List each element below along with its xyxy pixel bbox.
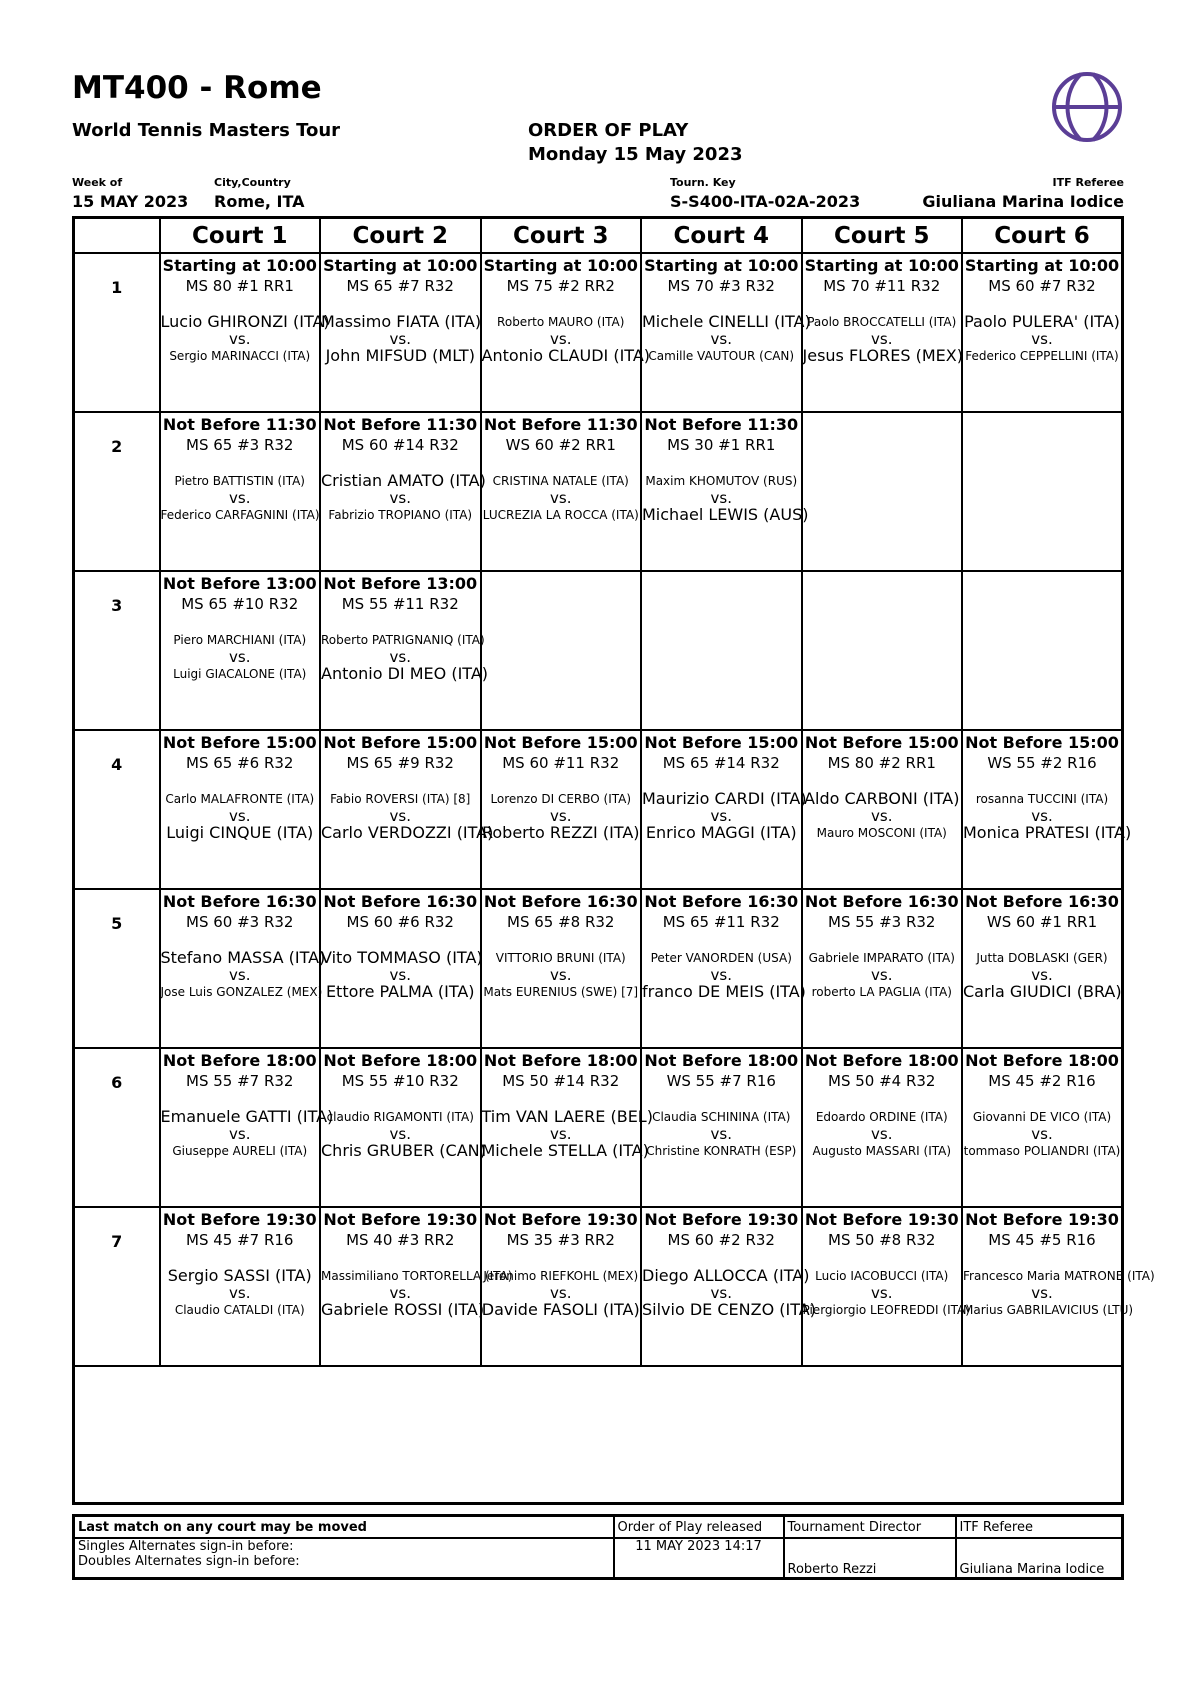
match-cell xyxy=(641,1207,816,1366)
match-cell xyxy=(320,889,481,1048)
tour-name: World Tennis Masters Tour xyxy=(72,120,341,141)
slot-number-cell xyxy=(74,1207,160,1366)
match-code: MS 45 #7 R16 xyxy=(186,1231,294,1249)
match-code: MS 35 #3 RR2 xyxy=(506,1231,615,1249)
versus-label: vs. xyxy=(871,1284,893,1302)
versus-label: vs. xyxy=(550,807,572,825)
player-two: Antonio CLAUDI (ITA) xyxy=(481,346,651,365)
match-start-time: Starting at 10:00 xyxy=(483,256,638,275)
player-one: Paolo BROCCATELLI (ITA) xyxy=(807,315,957,329)
match-code: MS 65 #3 R32 xyxy=(186,436,294,454)
match-cell xyxy=(802,889,963,1048)
match-cell xyxy=(320,412,486,571)
empty-cell xyxy=(74,1366,1123,1504)
match-start-time: Not Before 15:00 xyxy=(965,733,1119,752)
player-one: Roberto PATRIGNANIQ (ITA) xyxy=(321,633,485,647)
player-one: rosanna TUCCINI (ITA) xyxy=(975,792,1109,806)
player-two: Jesus FLORES (MEX) xyxy=(802,346,963,365)
corner-cell xyxy=(74,218,160,254)
match-start-time: Not Before 11:30 xyxy=(323,415,478,434)
match-code: MS 55 #3 R32 xyxy=(828,913,936,931)
time-slot-row xyxy=(74,571,1123,730)
player-two: Giuseppe AURELI (ITA) xyxy=(172,1144,308,1158)
court-header-6: Court 6 xyxy=(962,218,1123,254)
empty-match-cell xyxy=(481,571,642,730)
player-one: Maxim KHOMUTOV (RUS) xyxy=(645,474,798,488)
match-code: MS 65 #10 R32 xyxy=(181,595,299,613)
match-code: MS 30 #1 RR1 xyxy=(667,436,776,454)
footer-table xyxy=(72,1514,1124,1580)
match-code: WS 60 #1 RR1 xyxy=(986,913,1098,931)
player-two: Silvio DE CENZO (ITA) xyxy=(642,1300,816,1319)
referee-label: ITF Referee xyxy=(1052,176,1124,189)
match-cell xyxy=(802,730,963,889)
match-start-time: Not Before 16:30 xyxy=(323,892,478,911)
match-start-time: Not Before 15:00 xyxy=(323,733,478,752)
slot-number: 6 xyxy=(111,1073,123,1092)
versus-label: vs. xyxy=(229,1284,251,1302)
match-cell xyxy=(160,730,321,889)
order-of-play-label: ORDER OF PLAY xyxy=(528,120,689,141)
match-start-time: Starting at 10:00 xyxy=(964,256,1120,275)
match-start-time: Not Before 11:30 xyxy=(162,415,317,434)
player-two: Roberto REZZI (ITA) xyxy=(481,823,640,842)
slot-number-cell xyxy=(74,889,160,1048)
versus-label: vs. xyxy=(229,330,251,348)
player-one: Paolo PULERA' (ITA) xyxy=(964,312,1120,331)
versus-label: vs. xyxy=(389,1125,411,1143)
versus-label: vs. xyxy=(389,489,411,507)
match-start-time: Starting at 10:00 xyxy=(323,256,478,275)
player-two: Claudio CATALDI (ITA) xyxy=(174,1303,305,1317)
player-two: Chris GRUBER (CAN) xyxy=(321,1141,486,1160)
match-start-time: Not Before 13:00 xyxy=(323,574,478,593)
court-header-row xyxy=(74,218,1123,254)
empty-match-cell xyxy=(962,412,1123,571)
match-code: MS 65 #7 R32 xyxy=(346,277,454,295)
player-one: Pietro BATTISTIN (ITA) xyxy=(174,474,305,488)
player-two: Michael LEWIS (AUS) xyxy=(642,505,809,524)
match-code: MS 65 #11 R32 xyxy=(662,913,780,931)
match-start-time: Not Before 19:30 xyxy=(804,1210,959,1229)
player-one: Sergio SASSI (ITA) xyxy=(167,1266,312,1285)
doubles-alternates: Doubles Alternates sign-in before: xyxy=(78,1554,300,1569)
versus-label: vs. xyxy=(710,489,732,507)
match-cell xyxy=(641,253,811,412)
match-cell xyxy=(641,889,806,1048)
player-two: Christine KONRATH (ESP) xyxy=(646,1144,797,1158)
player-one: Massimiliano TORTORELLA (ITA) xyxy=(321,1269,513,1283)
empty-match-cell xyxy=(641,571,802,730)
player-one: Maurizio CARDI (ITA) xyxy=(642,789,807,808)
player-two: Mauro MOSCONI (ITA) xyxy=(816,826,947,840)
player-two: Enrico MAGGI (ITA) xyxy=(645,823,797,842)
match-cell xyxy=(641,1048,802,1207)
match-code: WS 55 #7 R16 xyxy=(666,1072,776,1090)
match-cell xyxy=(481,253,651,412)
match-start-time: Starting at 10:00 xyxy=(162,256,317,275)
match-start-time: Not Before 19:30 xyxy=(323,1210,478,1229)
slot-number-cell xyxy=(74,412,160,571)
match-cell xyxy=(641,730,807,889)
match-cell xyxy=(160,1048,334,1207)
slot-number-cell xyxy=(74,730,160,889)
player-one: Peter VANORDEN (USA) xyxy=(650,951,792,965)
versus-label: vs. xyxy=(871,966,893,984)
player-one: Edoardo ORDINE (ITA) xyxy=(815,1110,948,1124)
court-header-3: Court 3 xyxy=(481,218,642,254)
match-start-time: Starting at 10:00 xyxy=(644,256,799,275)
match-code: MS 65 #8 R32 xyxy=(507,913,615,931)
versus-label: vs. xyxy=(389,966,411,984)
player-two: Luigi CINQUE (ITA) xyxy=(166,823,314,842)
referee-value: Giuliana Marina Iodice xyxy=(922,192,1124,211)
player-two: Federico CARFAGNINI (ITA) xyxy=(160,508,320,522)
empty-match-cell xyxy=(962,571,1123,730)
match-start-time: Starting at 10:00 xyxy=(804,256,959,275)
versus-label: vs. xyxy=(871,807,893,825)
player-one: Carlo MALAFRONTE (ITA) xyxy=(165,792,315,806)
player-two: Augusto MASSARI (ITA) xyxy=(812,1144,952,1158)
player-one: Lucio IACOBUCCI (ITA) xyxy=(815,1269,949,1283)
match-code: MS 80 #1 RR1 xyxy=(185,277,294,295)
player-one: Jeronimo RIEFKOHL (MEX) xyxy=(483,1269,639,1283)
match-cell xyxy=(481,412,642,571)
match-code: MS 80 #2 RR1 xyxy=(827,754,936,772)
versus-label: vs. xyxy=(550,1125,572,1143)
player-one: Giovanni DE VICO (ITA) xyxy=(972,1110,1112,1124)
versus-label: vs. xyxy=(389,807,411,825)
versus-label: vs. xyxy=(710,1284,732,1302)
match-cell xyxy=(802,1207,970,1366)
match-start-time: Not Before 19:30 xyxy=(483,1210,638,1229)
versus-label: vs. xyxy=(1031,807,1053,825)
player-two: Camille VAUTOUR (CAN) xyxy=(648,349,795,363)
match-cell xyxy=(962,253,1123,412)
match-code: MS 70 #11 R32 xyxy=(823,277,941,295)
versus-label: vs. xyxy=(389,648,411,666)
match-start-time: Not Before 18:00 xyxy=(483,1051,638,1070)
player-one: Aldo CARBONI (ITA) xyxy=(804,789,960,808)
player-one: Tim VAN LAERE (BEL) xyxy=(481,1107,653,1126)
slot-number: 7 xyxy=(111,1232,123,1251)
itf-tennis-ball-logo-icon xyxy=(1051,71,1123,143)
match-code: MS 65 #14 R32 xyxy=(662,754,780,772)
match-cell xyxy=(802,253,963,412)
match-start-time: Not Before 16:30 xyxy=(483,892,638,911)
versus-label: vs. xyxy=(1031,330,1053,348)
tournament-title: MT400 - Rome xyxy=(72,70,322,106)
match-cell xyxy=(481,1207,642,1366)
match-start-time: Not Before 11:30 xyxy=(644,415,799,434)
versus-label: vs. xyxy=(1031,1284,1053,1302)
match-cell xyxy=(962,1207,1155,1366)
player-two: Sergio MARINACCI (ITA) xyxy=(169,349,311,363)
match-code: WS 55 #2 R16 xyxy=(987,754,1097,772)
match-cell xyxy=(160,1207,321,1366)
player-one: Lorenzo DI CERBO (ITA) xyxy=(490,792,632,806)
versus-label: vs. xyxy=(229,1125,251,1143)
match-cell xyxy=(962,1048,1123,1207)
versus-label: vs. xyxy=(550,966,572,984)
player-two: Marius GABRILAVICIUS (LTU) xyxy=(963,1303,1134,1317)
match-start-time: Not Before 16:30 xyxy=(162,892,317,911)
footer-referee-label: ITF Referee xyxy=(956,1516,1123,1539)
match-cell xyxy=(481,730,642,889)
player-one: Michele CINELLI (ITA) xyxy=(642,312,811,331)
player-one: Claudia SCHININA (ITA) xyxy=(652,1110,791,1124)
match-code: MS 60 #11 R32 xyxy=(502,754,620,772)
match-code: MS 75 #2 RR2 xyxy=(506,277,615,295)
player-two: Gabriele ROSSI (ITA) xyxy=(321,1300,485,1319)
player-one: Stefano MASSA (ITA) xyxy=(160,948,326,967)
time-slot-row xyxy=(74,1207,1123,1366)
match-start-time: Not Before 15:00 xyxy=(162,733,317,752)
versus-label: vs. xyxy=(710,1125,732,1143)
match-start-time: Not Before 18:00 xyxy=(804,1051,959,1070)
slot-number: 3 xyxy=(111,596,123,615)
time-slot-row xyxy=(74,1048,1123,1207)
time-slot-row xyxy=(74,889,1123,1048)
player-two: franco DE MEIS (ITA) xyxy=(642,982,806,1001)
city-value: Rome, ITA xyxy=(214,192,305,211)
match-cell xyxy=(481,889,642,1048)
court-header-2: Court 2 xyxy=(320,218,481,254)
match-code: MS 65 #9 R32 xyxy=(346,754,454,772)
match-code: WS 60 #2 RR1 xyxy=(505,436,616,454)
versus-label: vs. xyxy=(389,1284,411,1302)
director-label: Tournament Director xyxy=(784,1516,956,1539)
match-start-time: Not Before 18:00 xyxy=(644,1051,799,1070)
match-code: MS 60 #14 R32 xyxy=(341,436,459,454)
player-one: VITTORIO BRUNI (ITA) xyxy=(495,951,626,965)
player-one: Francesco Maria MATRONE (ITA) xyxy=(963,1269,1155,1283)
player-two: Antonio DI MEO (ITA) xyxy=(321,664,489,683)
time-slot-row xyxy=(74,412,1123,571)
player-two: Fabrizio TROPIANO (ITA) xyxy=(328,508,473,522)
match-start-time: Not Before 18:00 xyxy=(162,1051,317,1070)
tourn-key-label: Tourn. Key xyxy=(670,176,736,189)
player-one: Cristian AMATO (ITA) xyxy=(321,471,486,490)
empty-match-cell xyxy=(802,412,963,571)
player-one: Emanuele GATTI (ITA) xyxy=(160,1107,334,1126)
match-code: MS 60 #2 R32 xyxy=(667,1231,775,1249)
match-start-time: Not Before 11:30 xyxy=(483,415,638,434)
player-one: Fabio ROVERSI (ITA) [8] xyxy=(330,792,471,806)
slot-number-cell xyxy=(74,1048,160,1207)
slot-number-cell xyxy=(74,253,160,412)
match-code: MS 50 #4 R32 xyxy=(828,1072,936,1090)
match-code: MS 45 #2 R16 xyxy=(988,1072,1096,1090)
player-two: Carla GIUDICI (BRA) xyxy=(963,982,1122,1001)
versus-label: vs. xyxy=(229,648,251,666)
order-of-play-heading xyxy=(528,119,743,167)
slot-number: 4 xyxy=(111,755,123,774)
match-cell xyxy=(641,412,809,571)
match-cell xyxy=(320,1207,513,1366)
match-code: MS 45 #5 R16 xyxy=(988,1231,1096,1249)
match-start-time: Not Before 15:00 xyxy=(483,733,638,752)
order-of-play-grid xyxy=(72,216,1155,1505)
versus-label: vs. xyxy=(550,330,572,348)
week-value: 15 MAY 2023 xyxy=(72,192,189,211)
versus-label: vs. xyxy=(871,330,893,348)
match-code: MS 60 #3 R32 xyxy=(186,913,294,931)
match-cell xyxy=(160,253,330,412)
footer-referee-value: Giuliana Marina Iodice xyxy=(956,1538,1123,1579)
versus-label: vs. xyxy=(710,330,732,348)
match-code: MS 60 #7 R32 xyxy=(988,277,1096,295)
released-value: 11 MAY 2023 14:17 xyxy=(614,1538,784,1579)
empty-row xyxy=(74,1366,1123,1504)
time-slot-row xyxy=(74,730,1123,889)
match-code: MS 50 #14 R32 xyxy=(502,1072,620,1090)
court-header-5: Court 5 xyxy=(802,218,963,254)
match-cell xyxy=(481,1048,653,1207)
match-cell xyxy=(160,412,321,571)
player-one: Vito TOMMASO (ITA) xyxy=(321,948,483,967)
match-code: MS 50 #8 R32 xyxy=(828,1231,936,1249)
match-cell xyxy=(320,253,481,412)
match-code: MS 65 #6 R32 xyxy=(186,754,294,772)
match-start-time: Not Before 16:30 xyxy=(804,892,959,911)
player-one: Diego ALLOCCA (ITA) xyxy=(642,1266,810,1285)
versus-label: vs. xyxy=(710,966,732,984)
player-two: Piergiorgio LEOFREDDI (ITA) xyxy=(802,1303,970,1317)
empty-match-cell xyxy=(802,571,963,730)
city-label: City,Country xyxy=(214,176,291,189)
player-one: Roberto MAURO (ITA) xyxy=(497,315,625,329)
match-code: MS 40 #3 RR2 xyxy=(346,1231,455,1249)
player-two: tommaso POLIANDRI (ITA) xyxy=(963,1144,1121,1158)
versus-label: vs. xyxy=(1031,1125,1053,1143)
versus-label: vs. xyxy=(871,1125,893,1143)
match-start-time: Not Before 19:30 xyxy=(162,1210,317,1229)
player-two: roberto LA PAGLIA (ITA) xyxy=(811,985,952,999)
match-start-time: Not Before 15:00 xyxy=(804,733,959,752)
match-start-time: Not Before 16:30 xyxy=(965,892,1119,911)
match-code: MS 55 #7 R32 xyxy=(186,1072,294,1090)
match-cell xyxy=(320,730,494,889)
match-start-time: Not Before 18:00 xyxy=(965,1051,1119,1070)
match-cell xyxy=(802,1048,963,1207)
versus-label: vs. xyxy=(710,807,732,825)
slot-number: 1 xyxy=(111,278,123,297)
match-start-time: Not Before 18:00 xyxy=(323,1051,478,1070)
versus-label: vs. xyxy=(389,330,411,348)
court-header-4: Court 4 xyxy=(641,218,802,254)
released-label: Order of Play released xyxy=(614,1516,784,1539)
player-one: claudio RIGAMONTI (ITA) xyxy=(326,1110,474,1124)
match-cell xyxy=(160,571,321,730)
court-header-1: Court 1 xyxy=(160,218,321,254)
player-one: Gabriele IMPARATO (ITA) xyxy=(808,951,955,965)
versus-label: vs. xyxy=(229,966,251,984)
versus-label: vs. xyxy=(550,489,572,507)
versus-label: vs. xyxy=(229,807,251,825)
singles-alternates: Singles Alternates sign-in before: xyxy=(78,1539,294,1554)
match-cell xyxy=(962,889,1123,1048)
slot-number: 5 xyxy=(111,914,123,933)
player-two: Monica PRATESI (ITA) xyxy=(963,823,1132,842)
match-start-time: Not Before 13:00 xyxy=(162,574,317,593)
player-two: Carlo VERDOZZI (ITA) xyxy=(321,823,494,842)
match-cell xyxy=(320,571,489,730)
player-two: John MIFSUD (MLT) xyxy=(325,346,475,365)
versus-label: vs. xyxy=(229,489,251,507)
player-two: Ettore PALMA (ITA) xyxy=(325,982,475,1001)
player-one: CRISTINA NATALE (ITA) xyxy=(492,474,629,488)
player-two: LUCREZIA LA ROCCA (ITA) xyxy=(482,508,639,522)
director-value: Roberto Rezzi xyxy=(784,1538,956,1579)
match-cell xyxy=(962,730,1132,889)
player-one: Piero MARCHIANI (ITA) xyxy=(173,633,307,647)
time-slot-row xyxy=(74,253,1123,412)
player-two: Davide FASOLI (ITA) xyxy=(481,1300,640,1319)
match-code: MS 55 #11 R32 xyxy=(341,595,459,613)
match-start-time: Not Before 19:30 xyxy=(644,1210,799,1229)
player-two: Mats EURENIUS (SWE) [7] xyxy=(483,985,639,999)
player-two: Luigi GIACALONE (ITA) xyxy=(173,667,307,681)
player-two: Michele STELLA (ITA) xyxy=(481,1141,649,1160)
slot-number: 2 xyxy=(111,437,123,456)
last-match-notice: Last match on any court may be moved xyxy=(74,1516,614,1539)
match-start-time: Not Before 19:30 xyxy=(965,1210,1119,1229)
match-cell xyxy=(320,1048,486,1207)
match-start-time: Not Before 15:00 xyxy=(644,733,799,752)
player-two: Jose Luis GONZALEZ (MEX) xyxy=(160,985,323,999)
match-code: MS 70 #3 R32 xyxy=(667,277,775,295)
tourn-key-value: S-S400-ITA-02A-2023 xyxy=(670,192,861,211)
match-code: MS 60 #6 R32 xyxy=(346,913,454,931)
player-two: Federico CEPPELLINI (ITA) xyxy=(965,349,1119,363)
player-one: Jutta DOBLASKI (GER) xyxy=(976,951,1108,965)
versus-label: vs. xyxy=(550,1284,572,1302)
alternates-info xyxy=(74,1538,614,1579)
player-one: Lucio GHIRONZI (ITA) xyxy=(160,312,330,331)
player-one: Massimo FIATA (ITA) xyxy=(321,312,482,331)
play-date: Monday 15 May 2023 xyxy=(528,144,743,165)
match-code: MS 55 #10 R32 xyxy=(341,1072,459,1090)
slot-number-cell xyxy=(74,571,160,730)
versus-label: vs. xyxy=(1031,966,1053,984)
week-label: Week of xyxy=(72,176,123,189)
match-start-time: Not Before 16:30 xyxy=(644,892,799,911)
match-cell xyxy=(160,889,326,1048)
